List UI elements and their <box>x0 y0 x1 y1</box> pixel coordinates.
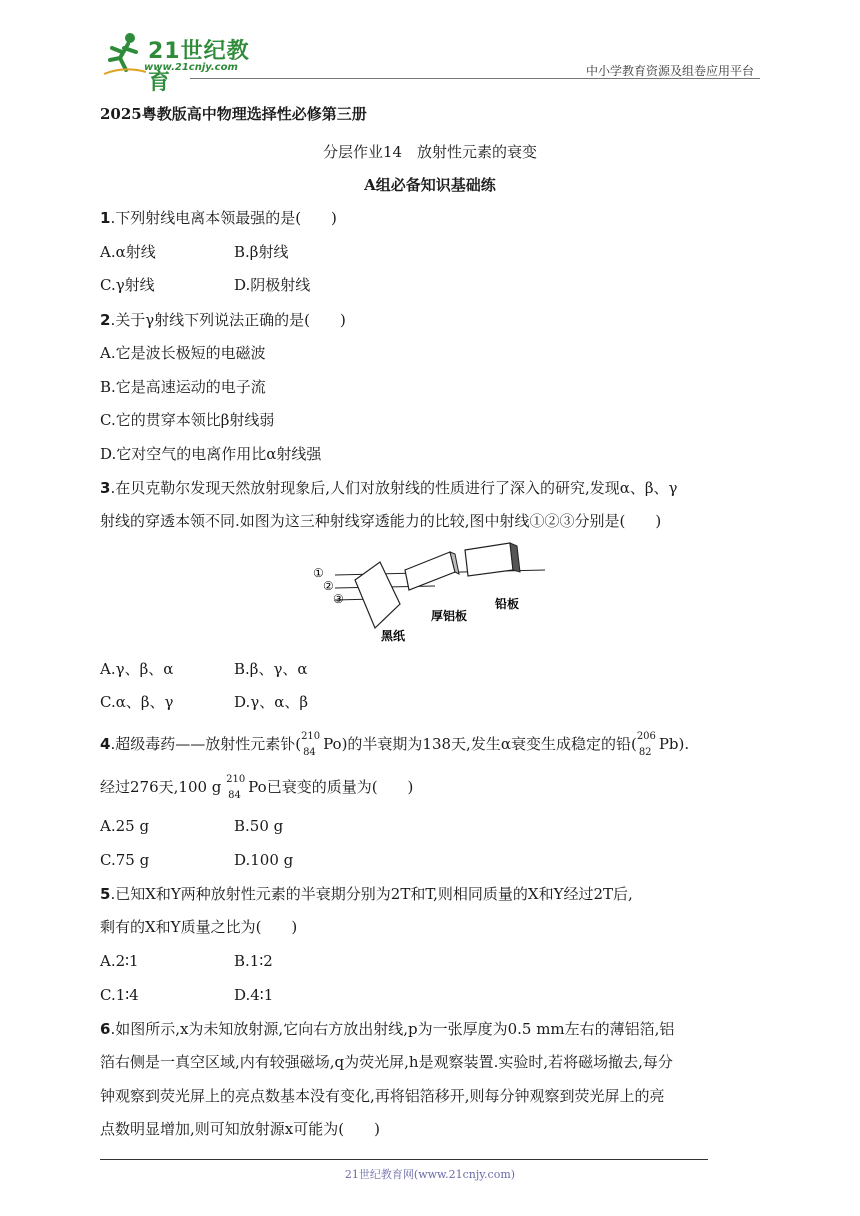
group-title: A组必备知识基础练 <box>364 176 496 194</box>
question-3-stem-line2: 射线的穿透本领不同.如图为这三种射线穿透能力的比较,图中射线①②③分别是( ) <box>100 512 662 530</box>
lead-plate <box>465 543 513 576</box>
plate-label-black-paper: 黑纸 <box>381 629 406 643</box>
black-paper-plate <box>355 562 400 628</box>
runner-icon <box>100 30 148 78</box>
question-5-stem <box>100 884 633 904</box>
q1-option-d: D.阴极射线 <box>234 276 311 294</box>
question-text: .超级毒药——放射性元素钋( <box>110 735 302 753</box>
lead-nuclide: 206 82 <box>636 731 656 758</box>
q5-option-a: A.2∶1 <box>100 952 139 970</box>
q2-option-a: A.它是波长极短的电磁波 <box>100 344 266 362</box>
question-4-stem-line2: 经过276天,100 g 210 84 Po已衰变的质量为( ) <box>100 774 414 801</box>
q4-option-a: A.25 g <box>100 817 150 835</box>
q3-option-c: C.α、β、γ <box>100 693 174 711</box>
book-title: 2025粤教版高中物理选择性必修第三册 <box>100 105 367 123</box>
q5-option-d: D.4∶1 <box>234 986 274 1004</box>
header-tagline: 中小学教育资源及组卷应用平台 <box>585 64 754 78</box>
plate-label-lead: 铅板 <box>495 597 520 611</box>
question-3-stem <box>100 478 678 498</box>
q4-option-d: D.100 g <box>234 851 294 869</box>
q5-option-b: B.1∶2 <box>234 952 273 970</box>
q1-option-b: B.β射线 <box>234 243 289 261</box>
question-text: .下列射线电离本领最强的是( ) <box>110 209 337 227</box>
question-6-stem-line2: 箔右侧是一真空区域,内有较强磁场,q为荧光屏,h是观察装置.实验时,若将磁场撤去,每分 <box>100 1053 673 1071</box>
question-number: 1 <box>100 209 111 227</box>
q3-option-d: D.γ、α、β <box>234 693 309 711</box>
q4-option-b: B.50 g <box>234 817 284 835</box>
plate-label-aluminium: 厚铝板 <box>431 609 468 623</box>
question-text: .关于γ射线下列说法正确的是( ) <box>110 311 346 329</box>
ray-label-1: ① <box>313 566 324 580</box>
page-header <box>100 30 760 95</box>
header-rule <box>190 78 760 79</box>
aluminium-plate <box>405 552 455 590</box>
question-text: .如图所示,x为未知放射源,它向右方放出射线,p为一张厚度为0.5 mm左右的薄铝箔,铝 <box>110 1020 675 1038</box>
brand-name: 21世纪教育 <box>148 39 250 95</box>
q5-option-c: C.1∶4 <box>100 986 139 1004</box>
question-4-stem: 4.超级毒药——放射性元素钋( 210 84 Po)的半衰期为138天,发生α衰变生成稳定的铅( 206 82 Pb). <box>100 731 690 758</box>
question-text: .已知X和Y两种放射性元素的半衰期分别为2T和T,则相同质量的X和Y经过2T后, <box>110 885 633 903</box>
question-6-stem <box>100 1019 674 1039</box>
question-text: .在贝克勒尔发现天然放射现象后,人们对放射线的性质进行了深入的研究,发现α、β、γ <box>110 479 678 497</box>
q1-option-c: C.γ射线 <box>100 276 155 294</box>
question-number: 2 <box>100 311 111 329</box>
polonium-nuclide: 210 84 <box>226 774 246 801</box>
question-number: 5 <box>100 885 111 903</box>
brand-url: www.21cnjy.com <box>144 62 238 73</box>
q3-option-b: B.β、γ、α <box>234 660 308 678</box>
question-2-stem <box>100 310 346 330</box>
q2-option-d: D.它对空气的电离作用比α射线强 <box>100 445 322 463</box>
question-number: 4 <box>100 735 111 753</box>
polonium-nuclide: 210 84 <box>301 731 321 758</box>
assignment-title: 分层作业14 放射性元素的衰变 <box>322 143 538 161</box>
ray-label-2: ② <box>323 579 334 593</box>
site-logo <box>100 30 270 95</box>
footer-rule <box>100 1159 708 1160</box>
q2-option-c: C.它的贯穿本领比β射线弱 <box>100 411 275 429</box>
page-footer: 21世纪教育网(www.21cnjy.com) <box>344 1168 516 1181</box>
q2-option-b: B.它是高速运动的电子流 <box>100 378 266 396</box>
question-1-stem <box>100 208 337 228</box>
question-6-stem-line3: 钟观察到荧光屏上的亮点数基本没有变化,再将铝箔移开,则每分钟观察到荧光屏上的亮 <box>100 1087 665 1105</box>
ray-label-3: ③ <box>333 592 344 606</box>
q3-option-a: A.γ、β、α <box>100 660 174 678</box>
ray-penetration-figure <box>305 540 555 645</box>
question-6-stem-line4: 点数明显增加,则可知放射源x可能为( ) <box>100 1120 380 1138</box>
q1-option-a: A.α射线 <box>100 243 156 261</box>
question-number: 6 <box>100 1020 111 1038</box>
question-number: 3 <box>100 479 111 497</box>
question-5-stem-line2: 剩有的X和Y质量之比为( ) <box>100 918 298 936</box>
q4-option-c: C.75 g <box>100 851 150 869</box>
